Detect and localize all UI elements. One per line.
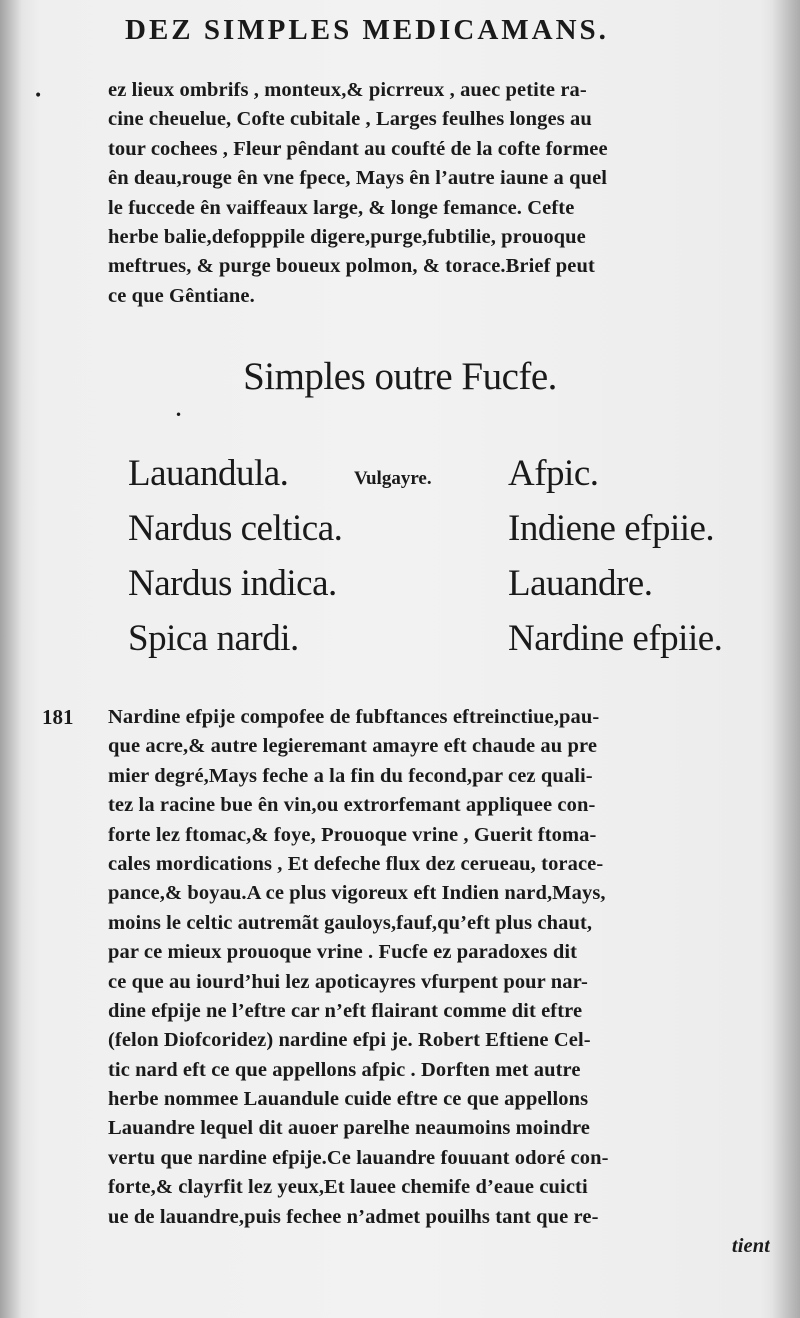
text-line: herbe nommee Lauandule cuide eftre ce que appellons [108,1088,589,1111]
text-line: cine cheuelue, Cofte cubitale , Larges feulhes longes au [108,108,592,131]
catchword: tient [731,1235,770,1258]
margin-number: 181 [42,705,74,729]
french-name: Afpic. [508,453,599,494]
latin-name: Lauandula. [128,453,289,494]
text-line: meftrues, & purge boueux polmon, & torace.Brief peut [108,255,595,278]
synonym-row [128,562,788,617]
text-line: ue de lauandre,puis fechee n’admet pouilhs tant que re- [108,1205,599,1228]
text-line: tic nard eft ce que appellons afpic . Dorften met autre [108,1058,581,1081]
latin-name: Nardus indica. [128,563,337,604]
section-title: Simples outre Fucfe. [243,355,557,398]
text-line: par ce mieux prouoque vrine . Fucfe ez paradoxes dit [108,941,578,964]
text-line: tez la racine bue ên vin,ou extrorfemant appliquee con- [108,794,596,817]
margin-mark: • [175,408,183,422]
text-line: Nardine efpije compofee de fubftances eftreinctiue,pau- [108,706,600,728]
page-edge-shadow [0,0,22,1318]
text-line: herbe balie,defopppile digere,purge,fubtilie, prouoque [108,225,586,248]
vulgar-note: Vulgayre. [354,468,432,489]
text-line: mier degré,Mays feche a la fin du fecond,par cez quali- [108,764,593,787]
text-line: pance,& boyau.A ce plus vigoreux eft Indien nard,Mays, [108,882,606,905]
latin-name: Nardus celtica. [128,508,343,549]
text-line: moins le celtic autremãt gauloys,fauf,qu’eft plus chaut, [108,911,593,934]
latin-name: Spica nardi. [128,618,299,659]
bottom-paragraph [108,703,770,1261]
margin-mark: • [34,88,43,104]
text-line: le fuccede ên vaiffeaux large, & longe femance. Cefte [108,196,575,219]
text-line: tour cochees , Fleur pêndant au coufté de la cofte formee [108,137,608,160]
text-line: ce que Gêntiane. [108,284,255,307]
running-head: DEZ SIMPLES MEDICAMANS. [125,14,609,46]
synonym-row [128,452,788,507]
text-line: que acre,& autre legieremant amayre eft chaude au pre [108,735,598,758]
french-name: Nardine efpiie. [508,618,723,659]
text-line: forte,& clayrfit lez yeux,Et lauee chemife d’eaue cuicti [108,1176,588,1199]
text-line: ce que au iourd’hui lez apoticayres vfurpent pour nar- [108,970,588,993]
text-line: ên deau,rouge ên vne fpece, Mays ên l’autre iaune a quel [108,167,608,190]
text-line: forte lez ftomac,& foye, Prouoque vrine , Guerit ftoma- [108,823,597,846]
french-name: Indiene efpiie. [508,508,715,549]
french-name: Lauandre. [508,563,653,604]
text-line: vertu que nardine efpije.Ce lauandre fouuant odoré con- [108,1146,609,1169]
text-line: Lauandre lequel dit auoer parelhe neaumoins moindre [108,1117,590,1140]
text-line: cales mordications , Et defeche flux dez cerueau, torace- [108,852,604,875]
text-line: dine efpije ne l’eftre car n’eft flairant comme dit eftre [108,999,583,1022]
synonym-table [128,452,788,672]
text-line: (felon Diofcoridez) nardine efpi je. Robert Eftiene Cel- [108,1029,591,1052]
synonym-row [128,617,788,672]
top-paragraph [108,76,770,311]
text-line: ez lieux ombrifs , monteux,& picrreux , auec petite ra- [108,79,587,101]
synonym-row [128,507,788,562]
